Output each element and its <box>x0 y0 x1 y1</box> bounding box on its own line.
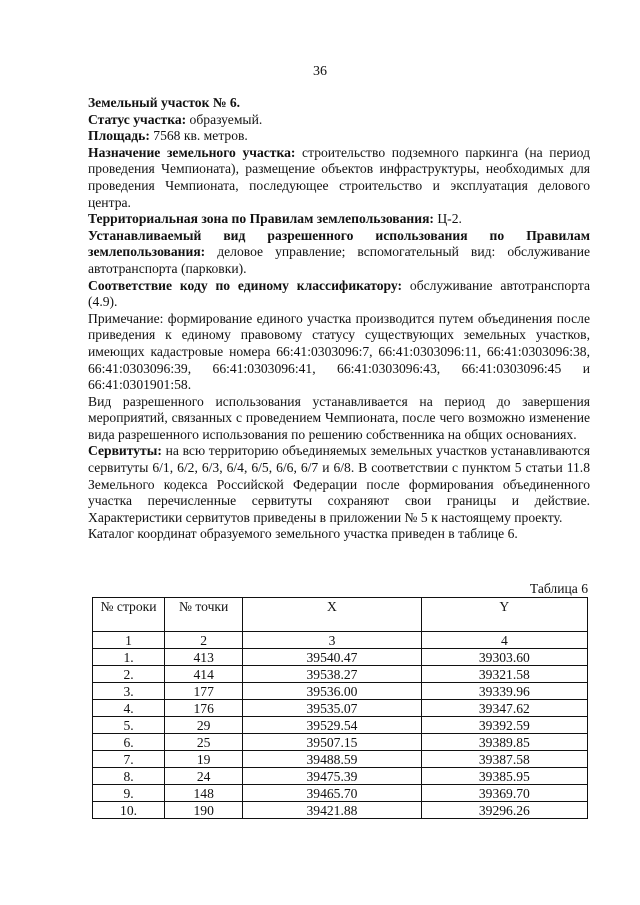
cell-row-number: 9. <box>93 785 165 802</box>
cell-point-number: 29 <box>165 717 243 734</box>
plot-easements: Сервитуты: на всю территорию объединяемых земельных участков устанавливаются сервитуты 6/1, 6/2, 6/3, 6/4, 6/5, 6/6, 6/7 и 6/8. В соответствии с пунктом 5 статьи 11.8 Земельного кодекса Российской Федерации после формирования объединенного участка перечисленные сервитуты сохраняют свои границы и действие. Характеристики сервитутов приведены в приложении № 5 к настоящему проекту. <box>88 443 590 525</box>
cell-x: 39536.00 <box>243 683 421 700</box>
cell-x: 39465.70 <box>243 785 421 802</box>
table-row <box>93 649 588 666</box>
plot-note: Примечание: формирование единого участка производится путем объединения после приведения к единому правовому статусу существующих земельных участков, имеющих кадастровые номера 66:41:0303096:7, 66:41:0303096:11, 66:41:0303096:38, 66:41:0303096:39, 66:41:0303096:41, 66:41:0303096:43, 66:41:0303096:45 и 66:41:0301901:58. <box>88 310 590 393</box>
plot-purpose: Назначение земельного участка: строительство подземного паркинга (на период проведения Чемпионата), размещение объектов инфраструктуры, необходимых для проведения Чемпионата, последующее строительство и эксплуатация делового центра. <box>88 144 590 210</box>
header-point-number: № точки <box>165 598 243 632</box>
cell-x: 39529.54 <box>243 717 421 734</box>
cell-point-number: 24 <box>165 768 243 785</box>
cell-y: 39321.58 <box>421 666 587 683</box>
cell-x: 39475.39 <box>243 768 421 785</box>
cell-point-number: 190 <box>165 802 243 819</box>
cell-y: 39387.58 <box>421 751 587 768</box>
table-row <box>93 683 588 700</box>
table-caption: Таблица 6 <box>529 581 588 596</box>
table-row <box>93 802 588 819</box>
cell-x: 39488.59 <box>243 751 421 768</box>
cell-y: 39347.62 <box>421 700 587 717</box>
cell-point-number: 19 <box>165 751 243 768</box>
table-row <box>93 666 588 683</box>
plot-area: Площадь: 7568 кв. метров. <box>88 128 248 144</box>
table-row <box>93 751 588 768</box>
plot-title: Земельный участок № 6. <box>88 95 241 110</box>
table-row <box>93 768 588 785</box>
cell-point-number: 148 <box>165 785 243 802</box>
cell-point-number: 414 <box>165 666 243 683</box>
header-x: X <box>243 598 421 632</box>
cell-y: 39389.85 <box>421 734 587 751</box>
header-row-number: № строки <box>93 598 165 632</box>
cell-y: 39303.60 <box>421 649 587 666</box>
cell-point-number: 176 <box>165 700 243 717</box>
plot-use-period: Вид разрешенного использования устанавливается на период до завершения мероприятий, связанных с проведением Чемпионата, после чего возможно изменение вида разрешенного использования по решению собственника на общих основаниях. <box>88 393 590 442</box>
coordinates-table <box>92 597 588 819</box>
cell-y: 39339.96 <box>421 683 587 700</box>
cell-row-number: 1. <box>93 649 165 666</box>
page-number: 36 <box>313 64 327 79</box>
table-body <box>93 632 588 819</box>
column-number: 1 <box>93 632 165 649</box>
cell-point-number: 177 <box>165 683 243 700</box>
table-header-row <box>93 598 588 632</box>
plot-classifier: Соответствие коду по единому классификатору: обслуживание автотранспорта (4.9). <box>88 277 590 310</box>
table-row <box>93 700 588 717</box>
column-number: 2 <box>165 632 243 649</box>
cell-y: 39392.59 <box>421 717 587 734</box>
cell-row-number: 10. <box>93 802 165 819</box>
cell-x: 39507.15 <box>243 734 421 751</box>
cell-row-number: 7. <box>93 751 165 768</box>
cell-y: 39385.95 <box>421 768 587 785</box>
column-number: 3 <box>243 632 421 649</box>
cell-point-number: 25 <box>165 734 243 751</box>
cell-row-number: 6. <box>93 734 165 751</box>
plot-description <box>88 95 590 543</box>
cell-row-number: 3. <box>93 683 165 700</box>
cell-row-number: 4. <box>93 700 165 717</box>
cell-x: 39535.07 <box>243 700 421 717</box>
column-number: 4 <box>421 632 587 649</box>
cell-row-number: 2. <box>93 666 165 683</box>
plot-catalog: Каталог координат образуемого земельного участка приведен в таблице 6. <box>88 526 518 542</box>
cell-point-number: 413 <box>165 649 243 666</box>
cell-x: 39538.27 <box>243 666 421 683</box>
header-y: Y <box>421 598 587 632</box>
cell-y: 39296.26 <box>421 802 587 819</box>
plot-status: Статус участка: образуемый. <box>88 111 263 127</box>
column-numbering-row <box>93 632 588 649</box>
cell-x: 39421.88 <box>243 802 421 819</box>
plot-permitted-use: Устанавливаемый вид разрешенного использования по Правилам землепользования: деловое управление; вспомогательный вид: обслуживание автотранспорта (парковки). <box>88 227 590 276</box>
cell-y: 39369.70 <box>421 785 587 802</box>
cell-x: 39540.47 <box>243 649 421 666</box>
table-row <box>93 785 588 802</box>
table-row <box>93 734 588 751</box>
plot-zone: Территориальная зона по Правилам землепользования: Ц-2. <box>88 211 462 227</box>
cell-row-number: 8. <box>93 768 165 785</box>
table-row <box>93 717 588 734</box>
cell-row-number: 5. <box>93 717 165 734</box>
